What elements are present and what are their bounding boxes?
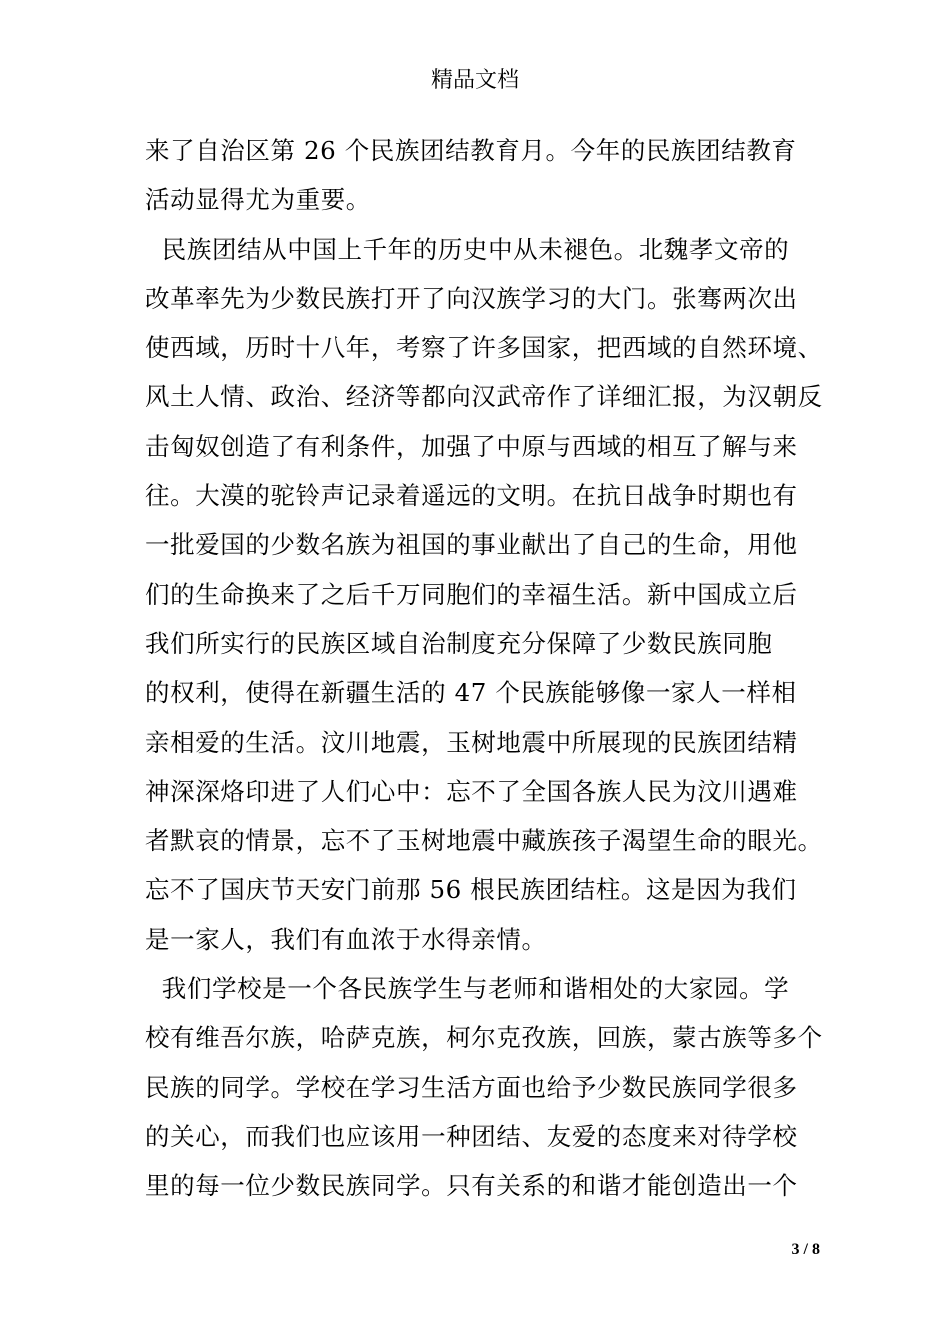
text-line: 往。大漠的驼铃声记录着遥远的文明。在抗日战争时期也有 xyxy=(145,481,798,511)
text-line: 亲相爱的生活。汶川地震，玉树地震中所展现的民族团结精 xyxy=(145,727,798,757)
text-line: 使西域，历时十八年，考察了许多国家，把西域的自然环境、 xyxy=(145,333,823,363)
text-line: 是一家人，我们有血浓于水得亲情。 xyxy=(145,924,547,954)
text-line: 改革率先为少数民族打开了向汉族学习的大门。张骞两次出 xyxy=(145,283,798,313)
text-line: 来了自治区第 26 个民族团结教育月。今年的民族团结教育 xyxy=(145,136,797,165)
text-line: 我们所实行的民族区域自治制度充分保障了少数民族同胞 xyxy=(145,628,773,658)
text-line: 的权利，使得在新疆生活的 47 个民族能够像一家人一样相 xyxy=(145,678,797,708)
text-line: 忘不了国庆节天安门前那 56 根民族团结柱。这是因为我们 xyxy=(145,875,797,905)
page-number: 3 / 8 xyxy=(791,1241,820,1258)
text-line: 的关心，而我们也应该用一种团结、友爱的态度来对待学校 xyxy=(145,1121,798,1151)
text-line: 一批爱国的少数名族为祖国的事业献出了自己的生命，用他 xyxy=(145,530,798,560)
text-line: 活动显得尤为重要。 xyxy=(145,185,371,215)
page-header-title: 精品文档 xyxy=(430,68,519,93)
text-line: 们的生命换来了之后千万同胞们的幸福生活。新中国成立后 xyxy=(145,579,798,609)
document-body xyxy=(145,126,825,1211)
text-line: 民族的同学。学校在学习生活方面也给予少数民族同学很多 xyxy=(145,1072,798,1102)
text-line: 风土人情、政治、经济等都向汉武帝作了详细汇报，为汉朝反 xyxy=(145,382,823,412)
text-line: 者默哀的情景，忘不了玉树地震中藏族孩子渴望生命的眼光。 xyxy=(145,826,823,856)
text-line: 击匈奴创造了有利条件，加强了中原与西域的相互了解与来 xyxy=(145,431,798,461)
text-line: 校有维吾尔族，哈萨克族，柯尔克孜族，回族，蒙古族等多个 xyxy=(145,1023,823,1053)
text-line: 神深深烙印进了人们心中：忘不了全国各族人民为汶川遇难 xyxy=(145,776,798,806)
text-line: 我们学校是一个各民族学生与老师和谐相处的大家园。学 xyxy=(145,974,790,1004)
text-line: 民族团结从中国上千年的历史中从未褪色。北魏孝文帝的 xyxy=(145,234,790,264)
text-line: 里的每一位少数民族同学。只有关系的和谐才能创造出一个 xyxy=(145,1171,798,1201)
